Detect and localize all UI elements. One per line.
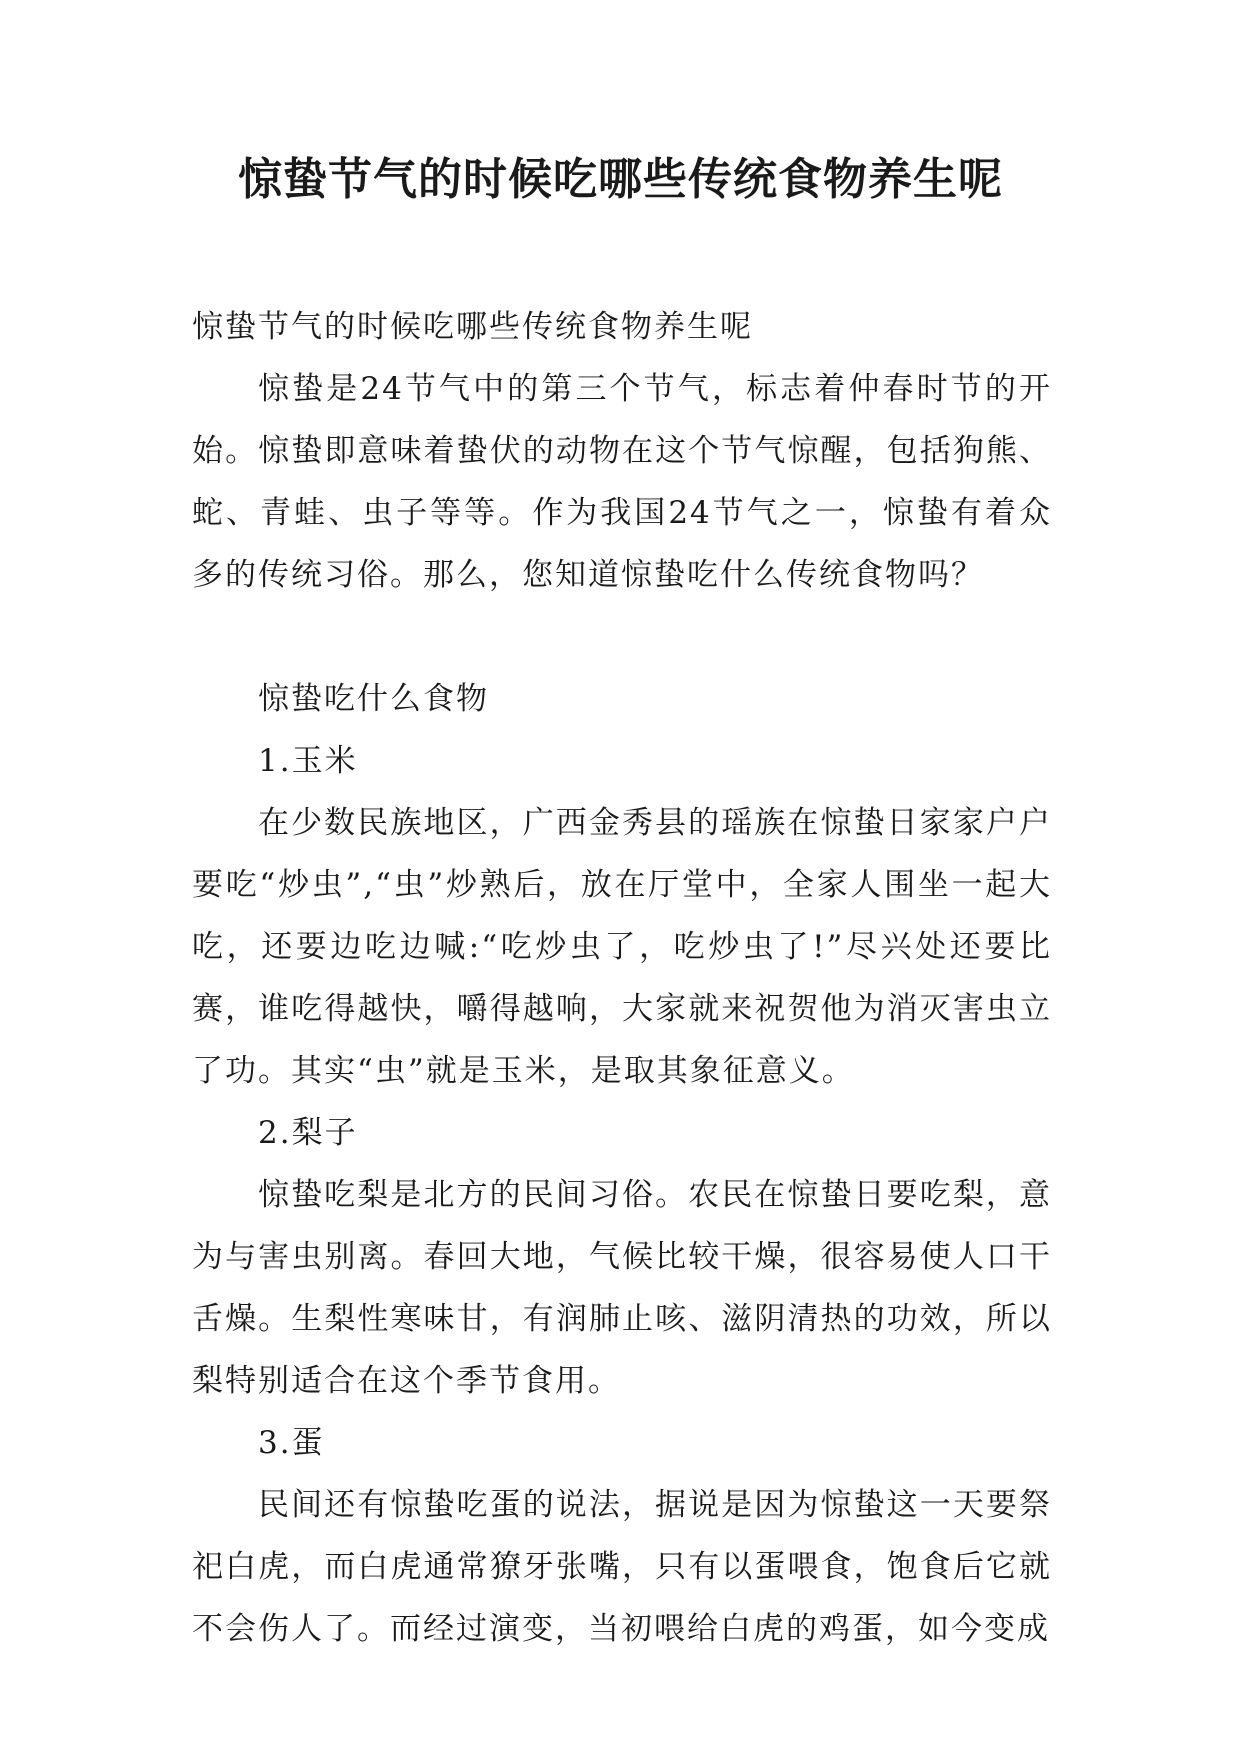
item-paragraph-egg: 民间还有惊蛰吃蛋的说法，据说是因为惊蛰这一天要祭祀白虎，而白虎通常獠牙张嘴，只有以蛋喂食，饱食后它就不会伤人了。而经过演变，当初喂给白虎的鸡蛋，如今变成 [192,1487,1052,1647]
document-subtitle: 惊蛰节气的时候吃哪些传统食物养生呢 [192,309,753,345]
item-heading-pear: 2.梨子 [258,1115,358,1151]
document-title: 惊蛰节气的时候吃哪些传统食物养生呢 [238,154,1003,205]
document-body [192,296,1052,1660]
item-heading-egg: 3.蛋 [258,1425,325,1461]
intro-paragraph: 惊蛰是24节气中的第三个节气，标志着仲春时节的开始。惊蛰即意味着蛰伏的动物在这个节气惊醒，包括狗熊、蛇、青蛙、虫子等等。作为我国24节气之一，惊蛰有着众多的传统习俗。那么，您知道惊蛰吃什么传统食物吗？ [192,371,1052,593]
item-heading-corn: 1.玉米 [258,743,358,779]
item-paragraph-corn: 在少数民族地区，广西金秀县的瑶族在惊蛰日家家户户要吃“炒虫”,“虫”炒熟后，放在厅堂中，全家人围坐一起大吃，还要边吃边喊:“吃炒虫了，吃炒虫了!”尽兴处还要比赛，谁吃得越快，嚼得越响，大家就来祝贺他为消灭害虫立了功。其实“虫”就是玉米，是取其象征意义。 [192,805,1052,1089]
section-heading: 惊蛰吃什么食物 [258,681,489,717]
item-paragraph-pear: 惊蛰吃梨是北方的民间习俗。农民在惊蛰日要吃梨，意为与害虫别离。春回大地，气候比较干燥，很容易使人口干舌燥。生梨性寒味甘，有润肺止咳、滋阴清热的功效，所以梨特别适合在这个季节食用。 [192,1177,1052,1399]
